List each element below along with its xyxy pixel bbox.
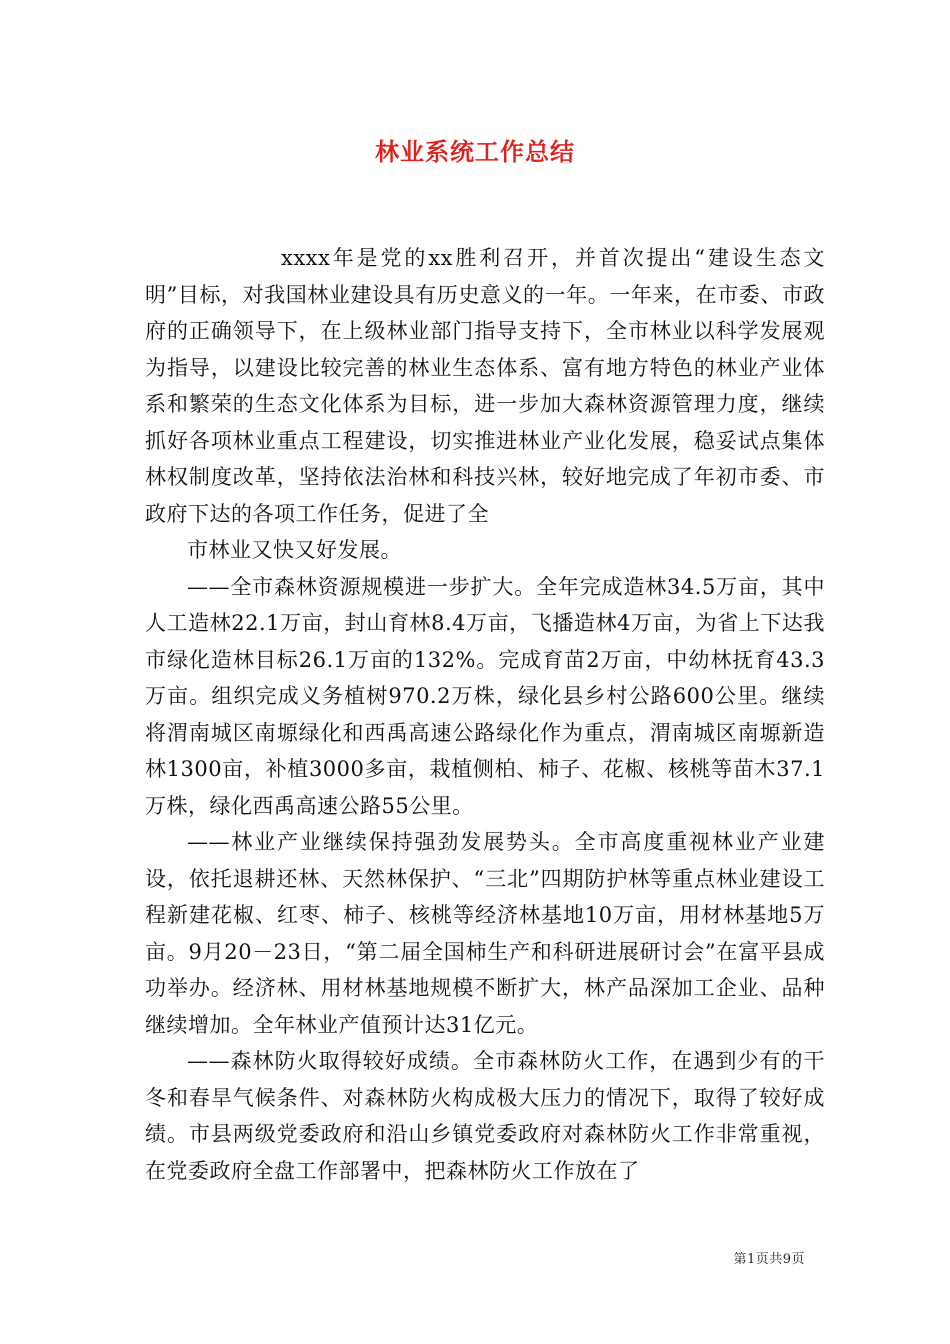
paragraph-forestry-industry: ——林业产业继续保持强劲发展势头。全市高度重视林业产业建设，依托退耕还林、天然林保护、“三北”四期防护林等重点林业建设工程新建花椒、红枣、柿子、核桃等经济林基地10万亩，用材林基地5万亩。9月20－23日，“第二届全国柿生产和科研进展研讨会”在富平县成功举办。经济林、用材林基地规模不断扩大，林产品深加工企业、品种继续增加。全年林业产值预计达31亿元。 [145,830,825,1037]
paragraph-forest-resources: ——全市森林资源规模进一步扩大。全年完成造林34.5万亩，其中人工造林22.1万亩，封山育林8.4万亩，飞播造林4万亩，为省上下达我市绿化造林目标26.1万亩的132%。完成育苗2万亩，中幼林抚育43.3万亩。组织完成义务植树970.2万株，绿化县乡村公路600公里。继续将渭南城区南塬绿化和西禹高速公路绿化作为重点，渭南城区南塬新造林1300亩，补植3000多亩，栽植侧柏、柿子、花椒、核桃等苗木37.1万株，绿化西禹高速公路55公里。 [145,574,825,818]
page-number-footer: 第1页共9页 [733,1252,805,1267]
document-title: 林业系统工作总结 [375,137,575,166]
paragraph-fire-prevention: ——森林防火取得较好成绩。全市森林防火工作，在遇到少有的干冬和春旱气候条件、对森林防火构成极大压力的情况下，取得了较好成绩。市县两级党委政府和沿山乡镇党委政府对森林防火工作非常重视，在党委政府全盘工作部署中，把森林防火工作放在了 [145,1049,825,1183]
paragraph-continuation: 市林业又快又好发展。 [187,538,402,562]
paragraph-intro: xxxx年是党的xx胜利召开，并首次提出“建设生态文明”目标，对我国林业建设具有历史意义的一年。一年来，在市委、市政府的正确领导下，在上级林业部门指导支持下，全市林业以科学发展观为指导，以建设比较完善的林业生态体系、富有地方特色的林业产业体系和繁荣的生态文化体系为目标，进一步加大森林资源管理力度，继续抓好各项林业重点工程建设，切实推进林业产业化发展，稳妥试点集体林权制度改革，坚持依法治林和科技兴林，较好地完成了年初市委、市政府下达的各项工作任务，促进了全 [145,246,825,526]
document-body [145,240,825,1189]
